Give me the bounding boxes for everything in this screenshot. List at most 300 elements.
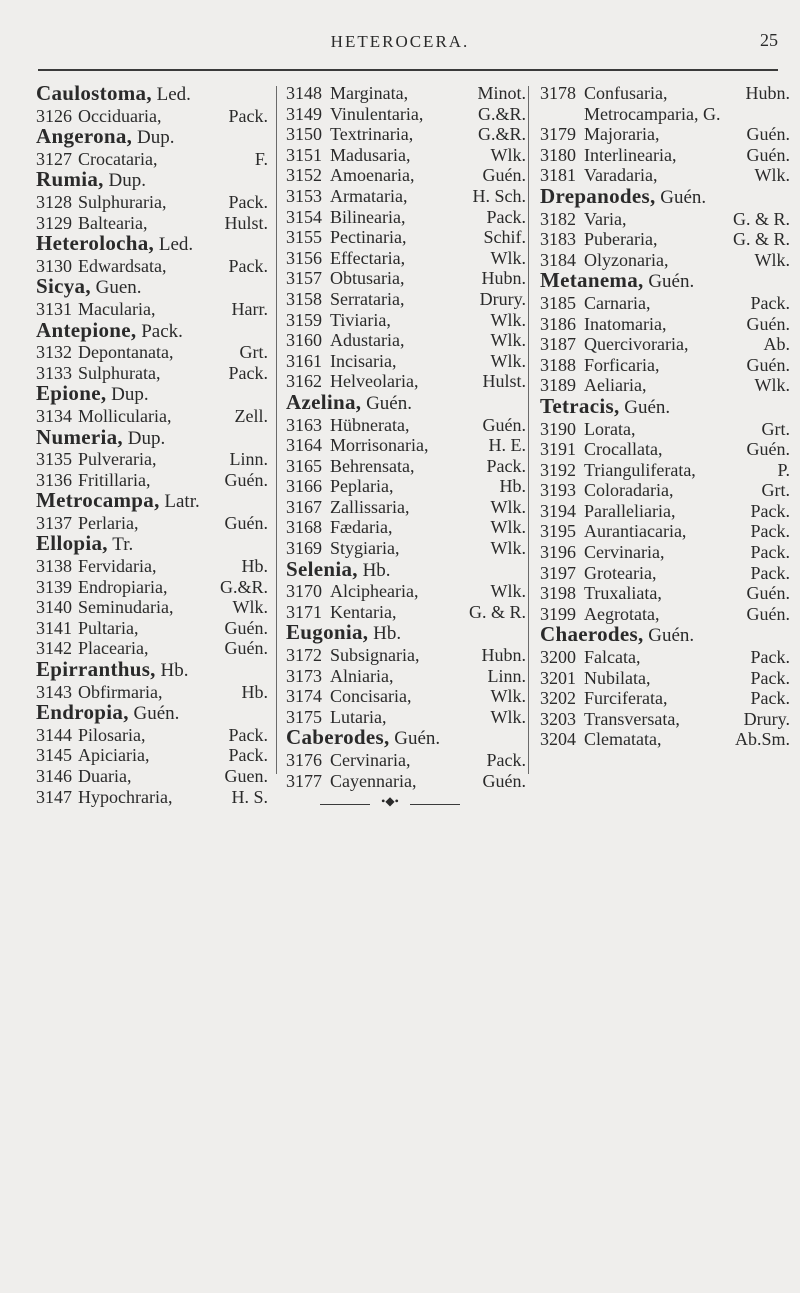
species-number: 3161 [286,350,322,371]
species-author: Linn. [487,665,526,686]
species-name: Varia, [584,208,627,229]
column-1 [36,83,268,807]
species-name: Alciphearia, [330,581,419,602]
species-number: 3203 [540,708,576,729]
species-author: Guén. [746,583,790,604]
species-author: G. & R. [732,229,790,250]
genus-name: Drepanodes, [540,183,656,208]
species-name: Clematata, [584,729,662,750]
species-name: Confusaria, [584,83,668,103]
species-entry [286,602,526,623]
species-number: 3127 [36,148,72,169]
species-entry [286,289,526,310]
species-number: 3169 [286,538,322,559]
species-entry [286,371,526,392]
genus-author: Guén. [366,392,412,414]
species-name: Sulphuraria, [78,191,167,212]
species-entry [540,145,790,166]
species-name: Cayennaria, [330,770,417,791]
species-author: Guén. [224,512,268,533]
species-number: 3150 [286,124,322,145]
species-name: Marginata, [330,83,409,103]
species-author: Wlk. [490,706,526,727]
genus-name: Sicya, [36,274,91,299]
species-number: 3195 [540,521,576,542]
species-author: Wlk. [490,247,526,268]
species-entry [540,375,790,396]
species-author: Ab.Sm. [734,729,790,750]
species-number: 3183 [540,229,576,250]
genus-heading [36,126,268,149]
species-author: Pack. [486,455,526,476]
species-name: Crocataria, [78,148,158,169]
species-author: Guén. [746,354,790,375]
species-entry [540,83,790,104]
species-entry [286,456,526,477]
species-name: Fritillaria, [78,469,151,490]
species-number: 3193 [540,480,576,501]
genus-author: Dup. [108,170,146,192]
species-name: Serrataria, [330,288,405,309]
species-author: Guén. [482,165,526,186]
species-name: Paralleliaria, [584,500,676,521]
genus-author: Guén. [133,703,180,725]
column-divider [528,86,529,774]
species-author: Guén. [224,617,268,638]
species-author: Guén. [746,603,790,624]
species-name: Concisaria, [330,686,412,707]
species-author: Wlk. [232,597,268,618]
species-number: 3168 [286,517,322,538]
species-entry [36,787,268,808]
genus-author: Guen. [95,277,142,299]
species-name: Helveolaria, [330,371,419,392]
genus-heading [36,169,268,192]
species-name: Amoenaria, [330,165,415,186]
species-number: 3145 [36,745,72,766]
species-author: Hulst. [482,371,526,392]
species-name: Adustaria, [330,330,405,351]
species-entry [540,480,790,501]
genus-heading [36,702,268,725]
species-entry [540,709,790,730]
species-name: Aurantiacaria, [584,521,687,542]
species-author: Hubn. [481,268,526,289]
genus-author: Latr. [164,491,200,513]
species-author: Grt. [239,342,268,363]
species-author: Wlk. [490,581,526,602]
species-entry [36,256,268,277]
species-number: 3188 [540,354,576,375]
species-entry [36,149,268,170]
species-number: 3199 [540,603,576,624]
genus-name: Chaerodes, [540,622,644,647]
species-entry [540,165,790,186]
species-name: Incisaria, [330,350,397,371]
species-number: 3192 [540,459,576,480]
species-author: Hb. [241,681,268,702]
column-2 [286,83,526,791]
species-number: 3142 [36,638,72,659]
species-author: Pack. [750,521,790,542]
species-name: Puberaria, [584,229,658,250]
species-name: Tiviaria, [330,309,391,330]
ornament-glyph: •◆• [381,794,399,808]
species-name: Kentaria, [330,601,397,622]
species-author: Hb. [241,556,268,577]
species-name: Hübnerata, [330,414,410,435]
species-entry [540,729,790,750]
species-number: 3147 [36,786,72,807]
species-number: 3157 [286,268,322,289]
genus-name: Ellopia, [36,531,108,556]
species-number: 3180 [540,144,576,165]
species-number: 3155 [286,227,322,248]
column-divider [276,86,277,774]
species-author: Pack. [228,362,268,383]
species-name: Behrensata, [330,455,415,476]
species-entry [36,213,268,234]
species-number: 3146 [36,766,72,786]
species-author: Hulst. [224,212,268,233]
species-author: Drury. [743,708,790,729]
species-author: H. Sch. [472,185,526,206]
genus-heading [286,727,526,750]
species-number: 3126 [36,105,72,126]
species-author: Pack. [750,500,790,521]
species-name: Subsignaria, [330,645,420,666]
species-number: 3139 [36,576,72,597]
species-name: Olyzonaria, [584,249,669,270]
species-number: 3172 [286,645,322,666]
species-author: Linn. [229,449,268,470]
species-name: Endropiaria, [78,576,168,597]
species-number: 3129 [36,212,72,233]
species-entry [540,501,790,522]
species-entry [286,750,526,771]
species-name: Furciferata, [584,688,668,709]
species-author: Pack. [486,750,526,770]
species-continuation: Metrocamparia, G. [584,103,721,124]
species-entry [36,638,268,659]
species-entry [540,334,790,355]
species-author: Hubn. [745,83,790,103]
species-name: Majoraria, [584,124,660,145]
species-entry [286,497,526,518]
species-name: Inatomaria, [584,313,667,334]
species-entry [36,745,268,766]
species-name: Sulphurata, [78,362,161,383]
species-author: G. & R. [468,601,526,622]
species-number: 3138 [36,556,72,577]
species-entry [286,124,526,145]
species-author: Guén. [482,414,526,435]
species-entry [540,688,790,709]
species-entry [286,517,526,538]
species-number: 3204 [540,729,576,750]
species-name: Hypochraria, [78,786,173,807]
species-author: Wlk. [490,517,526,538]
genus-name: Metrocampa, [36,488,160,513]
genus-heading [286,389,526,415]
species-name: Edwardsata, [78,255,167,276]
species-entry [286,435,526,456]
genus-heading [36,276,268,299]
species-entry [540,542,790,563]
species-number: 3184 [540,249,576,270]
species-number: 3181 [540,165,576,186]
species-entry [36,682,268,703]
species-name: Stygiaria, [330,538,400,559]
species-author: Wlk. [490,538,526,559]
species-author: Grt. [761,480,790,501]
species-author: Wlk. [490,309,526,330]
species-name: Morrisonaria, [330,435,429,456]
species-number: 3151 [286,144,322,165]
genus-heading [36,659,268,682]
species-number: 3167 [286,496,322,517]
species-entry [36,766,268,787]
species-number: 3173 [286,665,322,686]
species-entry [540,604,790,625]
species-entry [540,668,790,689]
species-entry [286,268,526,289]
species-number: 3200 [540,647,576,668]
species-number: 3189 [540,375,576,396]
species-author: Wlk. [754,165,790,186]
species-entry [540,583,790,604]
species-name: Fædaria, [330,517,393,538]
species-name: Carnaria, [584,292,651,313]
species-name: Mollicularia, [78,405,172,426]
species-author: Guén. [746,124,790,145]
species-entry [286,330,526,351]
genus-heading [286,622,526,645]
species-name: Bilinearia, [330,206,406,227]
species-number: 3152 [286,165,322,186]
genus-heading [540,183,790,209]
genus-name: Eugonia, [286,620,369,645]
species-author: Guén. [224,638,268,659]
species-entry [286,186,526,207]
species-number: 3140 [36,597,72,618]
species-author: Pack. [750,647,790,668]
species-author: Wlk. [490,350,526,371]
species-number: 3162 [286,371,322,392]
species-number: 3198 [540,583,576,604]
ornament-line [320,804,370,805]
species-name: Duaria, [78,766,132,786]
species-name: Placearia, [78,638,149,659]
species-entry [36,618,268,639]
species-entry [540,293,790,314]
species-author: Guen. [224,766,268,786]
species-number: 3175 [286,706,322,727]
species-number: 3170 [286,581,322,602]
genus-author: Guén. [394,728,441,750]
species-name: Fervidaria, [78,556,157,577]
species-name: Vinulentaria, [330,103,424,124]
species-number: 3137 [36,512,72,533]
species-number: 3130 [36,255,72,276]
species-author: Wlk. [754,249,790,270]
species-number: 3159 [286,309,322,330]
species-author: Pack. [228,724,268,745]
species-name: Pulveraria, [78,449,157,470]
species-author: Guén. [224,469,268,490]
species-number: 3194 [540,500,576,521]
running-head: HETEROCERA. [330,32,470,51]
genus-author: Led. [156,84,191,105]
species-name: Lutaria, [330,706,387,727]
species-author: F. [254,148,268,169]
species-entry [286,207,526,228]
species-name: Crocallata, [584,439,663,460]
species-author: Schif. [483,227,526,248]
species-entry [286,645,526,666]
species-number: 3160 [286,330,322,351]
genus-name: Epione, [36,381,107,406]
species-author: Ab. [763,334,790,355]
genus-heading [36,317,268,343]
species-number: 3191 [540,439,576,460]
species-author: Grt. [761,418,790,439]
species-entry [540,647,790,668]
species-entry [36,363,268,384]
genus-author: Hb. [160,660,189,682]
species-author: H. E. [488,435,526,456]
species-author: Guén. [746,313,790,334]
species-number: 3166 [286,476,322,497]
species-entry [36,192,268,213]
species-number: 3141 [36,617,72,638]
species-entry [286,666,526,687]
species-name: Macularia, [78,298,156,319]
end-ornament [320,794,460,810]
species-entry [36,106,268,127]
species-name: Armataria, [330,185,408,206]
genus-author: Hb. [362,559,391,581]
species-entry [540,209,790,230]
species-name: Trianguliferata, [584,459,696,480]
species-entry [36,449,268,470]
species-name: Forficaria, [584,354,660,375]
species-entry [286,581,526,602]
genus-name: Numeria, [36,424,123,449]
species-name: Apiciaria, [78,745,150,766]
header-rule [38,69,778,71]
species-name: Interlinearia, [584,144,677,165]
species-author: P. [777,459,790,480]
species-name: Textrinaria, [330,124,414,145]
species-entry [36,556,268,577]
species-number: 3133 [36,362,72,383]
species-entry [286,686,526,707]
species-name: Varadaria, [584,165,658,186]
species-number: 3144 [36,724,72,745]
species-number: 3174 [286,686,322,707]
species-name: Quercivoraria, [584,334,689,355]
species-entry [286,83,526,104]
genus-name: Azelina, [286,389,362,414]
species-entry [286,145,526,166]
species-name: Cervinaria, [330,750,411,770]
species-name: Truxaliata, [584,583,662,604]
species-entry [540,521,790,542]
genus-heading [36,83,268,106]
species-entry [36,597,268,618]
species-entry [36,342,268,363]
genus-author: Guén. [660,186,707,208]
species-number: 3131 [36,298,72,319]
genus-heading [36,424,268,450]
genus-author: Guén. [648,271,695,293]
species-entry [36,513,268,534]
genus-heading [36,233,268,256]
genus-name: Epirranthus, [36,657,156,682]
genus-name: Antepione, [36,317,137,342]
species-author: G.&R. [477,124,526,145]
genus-heading [36,383,268,406]
species-entry [540,314,790,335]
species-author: Minot. [477,83,526,103]
species-author: Zell. [234,405,268,426]
genus-name: Tetracis, [540,393,620,418]
species-entry [540,439,790,460]
species-author: Wlk. [754,375,790,396]
species-author: Pack. [228,255,268,276]
genus-heading [540,624,790,647]
species-name: Perlaria, [78,512,139,533]
page-number: 25 [760,30,778,50]
genus-name: Endropia, [36,700,129,725]
species-entry [286,351,526,372]
species-entry [286,476,526,497]
species-name: Seminudaria, [78,597,174,618]
species-name: Depontanata, [78,342,174,363]
species-entry [286,707,526,728]
species-name: Transversata, [584,708,680,729]
species-number: 3135 [36,449,72,470]
species-name: Pilosaria, [78,724,146,745]
species-name: Obtusaria, [330,268,405,289]
species-author: Guén. [482,770,526,791]
genus-author: Tr. [112,534,134,556]
species-entry [286,310,526,331]
species-author: G. & R. [732,208,790,229]
species-number: 3149 [286,103,322,124]
genus-heading [540,270,790,293]
species-number: 3186 [540,313,576,334]
species-number: 3154 [286,206,322,227]
species-name: Lorata, [584,418,636,439]
species-author: Guén. [746,439,790,460]
species-entry [36,577,268,598]
species-author: G.&R. [219,576,268,597]
genus-heading [36,490,268,513]
species-number: 3153 [286,185,322,206]
genus-author: Dup. [137,127,175,149]
species-name: Cervinaria, [584,542,665,563]
genus-author: Hb. [373,623,402,645]
genus-author: Pack. [141,320,183,342]
species-name: Madusaria, [330,144,411,165]
species-entry [540,355,790,376]
species-number: 3177 [286,770,322,791]
genus-heading [36,533,268,556]
column-3 [540,83,790,750]
species-name: Falcata, [584,647,641,668]
